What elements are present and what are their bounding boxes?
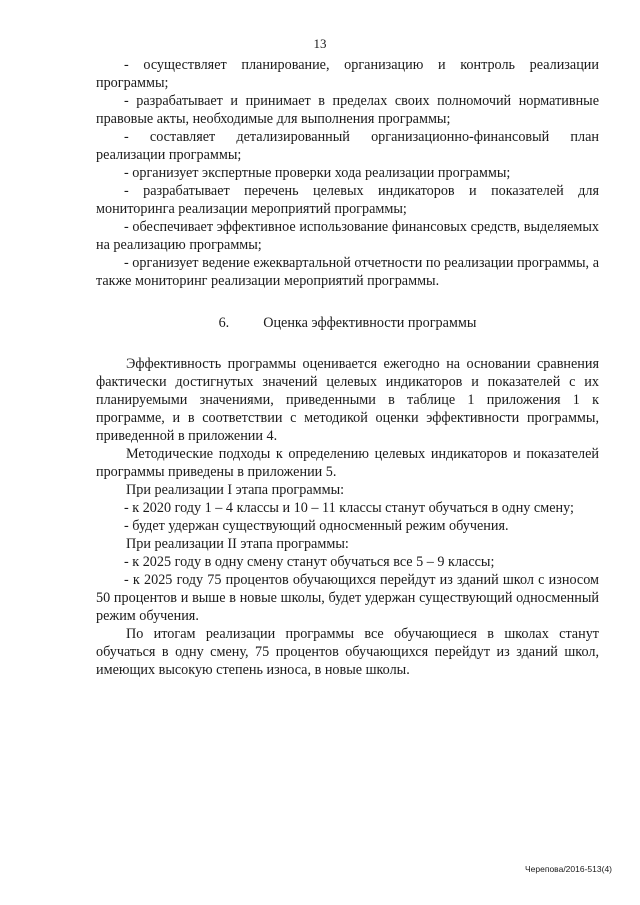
conclusion-paragraph: По итогам реализации программы все обучающиеся в школах станут обучаться в одну смену, 75 процентов обучающихся перейдут из зданий школ, имеющих высокую степень износа, в новые школы.	[96, 626, 599, 678]
stage1-item: - будет удержан существующий односменный режим обучения.	[124, 518, 509, 534]
page-number: 13	[313, 36, 327, 51]
effectiveness-paragraph: Эффективность программы оценивается ежегодно на основании сравнения фактически достигнутых значений целевых индикаторов и показателей с их планируемыми значениями, приведенными в таблице 1 приложения 1 к программе, и в соответствии с методикой оценки эффективности программы, приведенной в приложении 4.	[96, 356, 599, 444]
stage1-intro: При реализации I этапа программы:	[126, 482, 345, 498]
stage2-item: - к 2025 году в одну смену станут обучаться все 5 – 9 классы;	[124, 554, 495, 570]
responsibility-item: - разрабатывает перечень целевых индикаторов и показателей для мониторинга реализации мероприятий программы;	[96, 183, 599, 217]
methods-paragraph: Методические подходы к определению целевых индикаторов и показателей программы приведены в приложении 5.	[96, 446, 599, 480]
stage2-intro: При реализации II этапа программы:	[126, 536, 349, 552]
section-title: Оценка эффективности программы	[263, 315, 477, 331]
footer-code: Черепова/2016-513(4)	[525, 864, 612, 874]
responsibility-item: - разрабатывает и принимает в пределах своих полномочий нормативные правовые акты, необходимые для выполнения программы;	[96, 93, 599, 127]
stage1-item: - к 2020 году 1 – 4 классы и 10 – 11 классы станут обучаться в одну смену;	[124, 500, 574, 516]
responsibility-item: - осуществляет планирование, организацию и контроль реализации программы;	[96, 57, 599, 91]
responsibility-item: - обеспечивает эффективное использование финансовых средств, выделяемых на реализацию программы;	[96, 219, 599, 253]
responsibility-item: - организует экспертные проверки хода реализации программы;	[124, 165, 511, 181]
document-body	[96, 56, 599, 679]
responsibility-item: - составляет детализированный организационно-финансовый план реализации программы;	[96, 129, 599, 163]
section-heading	[96, 314, 599, 332]
section-number: 6.	[218, 315, 230, 331]
responsibility-item: - организует ведение ежеквартальной отчетности по реализации программы, а также мониторинг реализации мероприятий программы.	[96, 255, 599, 289]
stage2-item: - к 2025 году 75 процентов обучающихся перейдут из зданий школ с износом 50 процентов и выше в новые школы, будет удержан существующий односменный режим обучения.	[96, 572, 599, 624]
